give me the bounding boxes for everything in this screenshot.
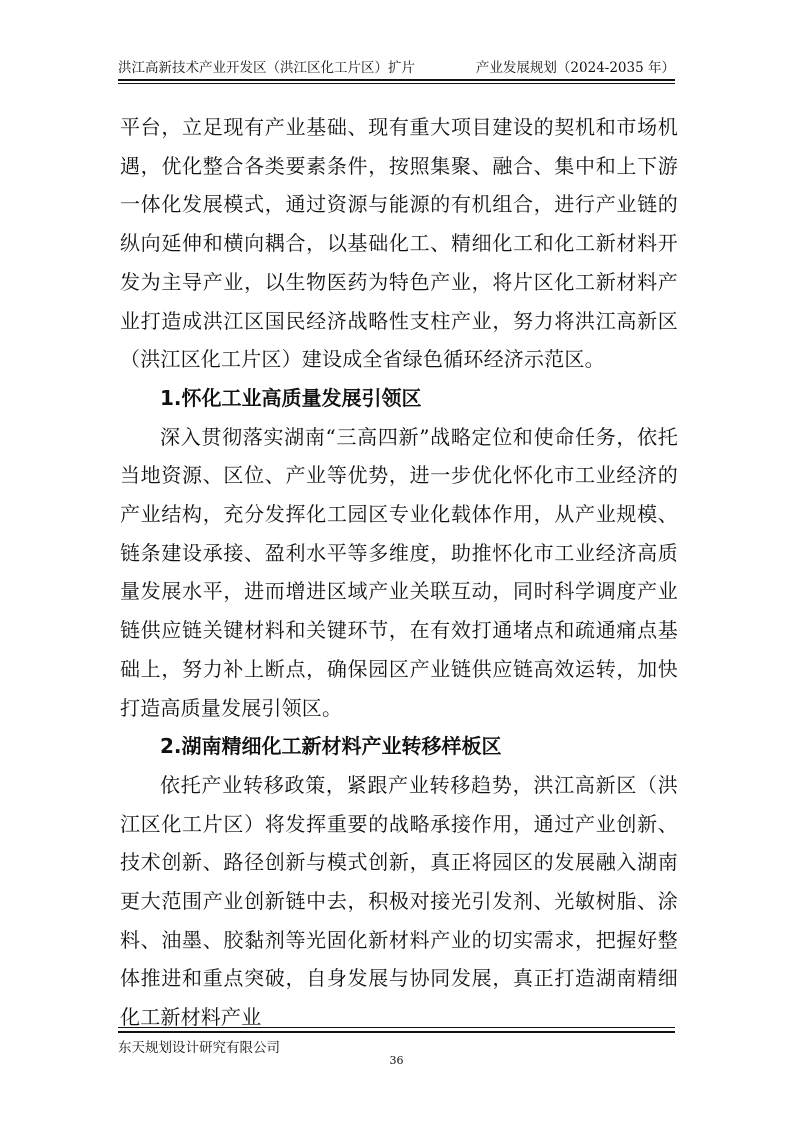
- header-title-left: 洪江高新技术产业开发区（洪江区化工片区）扩片: [118, 60, 415, 76]
- paragraph-continued: 平台，立足现有产业基础、现有重大项目建设的契机和市场机遇，优化整合各类要素条件，按照集聚、融合、集中和上下游一体化发展模式，通过资源与能源的有机组合，进行产业链的纵向延伸和横向耦合，以基础化工、精细化工和化工新材料开发为主导产业，以生物医药为特色产业，将片区化工新材料产业打造成洪江区国民经济战略性支柱产业，努力将洪江高新区（洪江区化工片区）建设成全省绿色循环经济示范区。: [120, 115, 678, 372]
- section-heading-2: 2.湖南精细化工新材料产业转移样板区: [160, 734, 502, 759]
- paragraph-section-2: 依托产业转移政策，紧跟产业转移趋势，洪江高新区（洪江区化工片区）将发挥重要的战略承接作用，通过产业创新、技术创新、路径创新与模式创新，真正将园区的发展融入湖南更大范围产业创新链中去，积极对接光引发剂、光敏树脂、涂料、油墨、胶黏剂等光固化新材料产业的切实需求，把握好整体推进和重点突破，自身发展与协同发展，真正打造湖南精细化工新材料产业: [120, 772, 678, 1030]
- footer-company: 东天规划设计研究有限公司: [118, 1040, 280, 1056]
- header-rule-thin: [118, 83, 675, 84]
- section-heading-1: 1.怀化工业高质量发展引领区: [160, 385, 422, 410]
- page-header: [118, 56, 675, 76]
- paragraph-section-1: 深入贯彻落实湖南“三高四新”战略定位和使命任务，依托当地资源、区位、产业等优势，进一步优化怀化市工业经济的产业结构，充分发挥化工园区专业化载体作用，从产业规模、链条建设承接、盈利水平等多维度，助推怀化市工业经济高质量发展水平，进而增进区域产业关联互动，同时科学调度产业链供应链关键材料和关键环节，在有效打通堵点和疏通痛点基础上，努力补上断点，确保园区产业链供应链高效运转，加快打造高质量发展引领区。: [120, 424, 678, 720]
- footer-rule-thin: [118, 1027, 675, 1028]
- footer-rule: [118, 1031, 675, 1033]
- document-body: [120, 108, 678, 1037]
- page-number: 36: [389, 1054, 404, 1067]
- header-rule: [118, 79, 675, 81]
- header-title-right: 产业发展规划（2024-2035 年）: [475, 60, 675, 76]
